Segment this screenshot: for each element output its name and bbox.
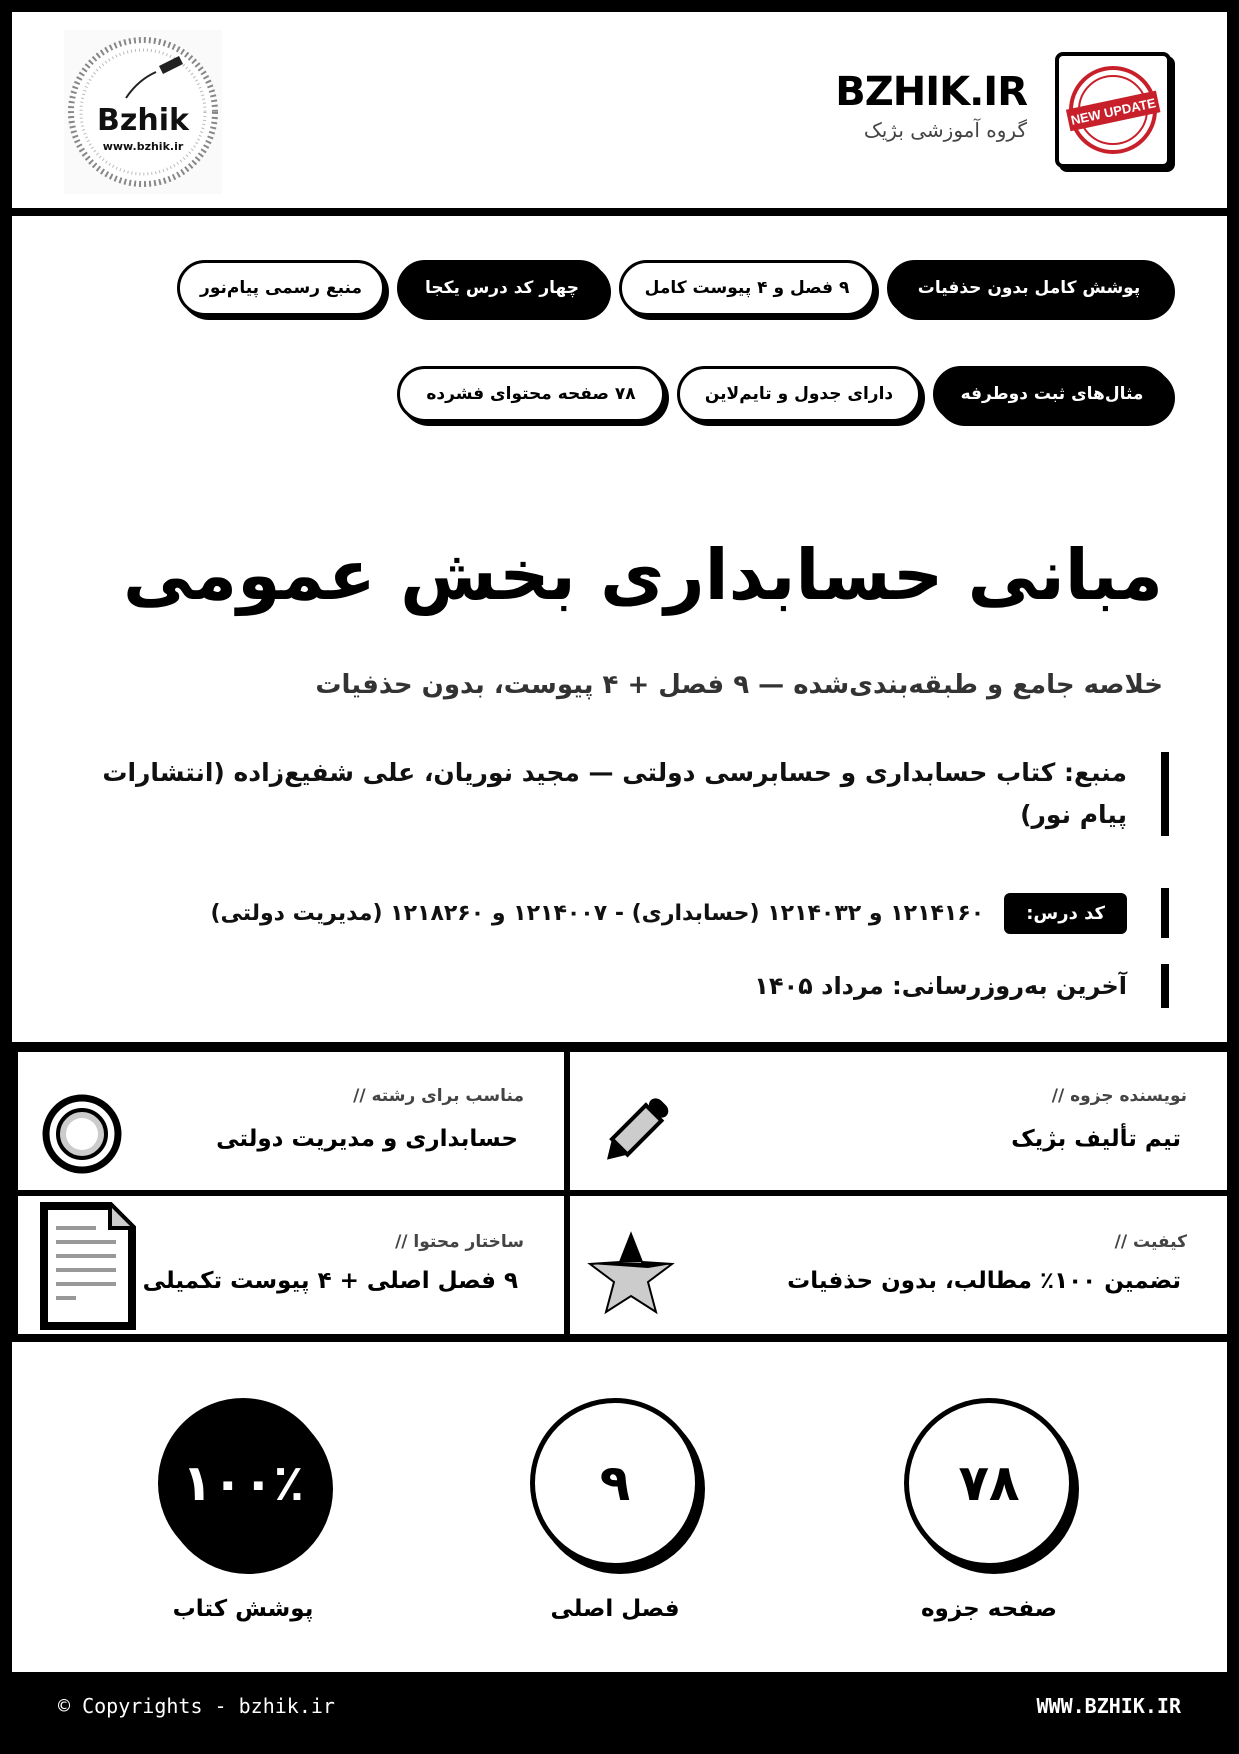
page: [12, 12, 1227, 1742]
source-info: منبع: کتاب حسابداری و حسابرسی دولتی — مجید نوریان، علی شفیع‌زاده (انتشارات پیام نور): [87, 752, 1169, 836]
logo-name: Bzhik: [97, 103, 189, 138]
feature-field: [18, 1052, 564, 1190]
course-code-row: [210, 888, 1169, 938]
tag-course-codes: چهار کد درس یکجا: [397, 260, 607, 316]
stat-coverage-circle: ۱۰۰٪: [158, 1398, 328, 1568]
tag-chapters: ۹ فصل و ۴ پیوست کامل: [619, 260, 875, 316]
stat-coverage: [153, 1398, 333, 1622]
pencil-icon: [594, 1090, 678, 1174]
brand-subtitle: گروه آموزشی بژیک: [863, 118, 1027, 142]
features-grid: [18, 1052, 1227, 1334]
stat-pages: [899, 1398, 1079, 1622]
stamp-icon: [1065, 62, 1161, 158]
tag-double-entry: مثال‌های ثبت دوطرفه: [933, 366, 1171, 422]
feature-author-value: تیم تألیف بژیک: [1011, 1126, 1181, 1152]
badge-text: NEW UPDATE: [1069, 95, 1158, 128]
feature-structure: [18, 1196, 564, 1334]
feature-quality-label: کیفیت //: [1114, 1232, 1187, 1252]
logo-url: www.bzhik.ir: [102, 140, 184, 153]
footer: [12, 1672, 1227, 1742]
stats-section: [12, 1342, 1227, 1672]
document-icon: [40, 1202, 136, 1330]
tag-official-source: منبع رسمی پیام‌نور: [177, 260, 385, 316]
page-title: مبانی حسابداری بخش عمومی: [122, 534, 1163, 616]
course-code-value: ۱۲۱۴۱۶۰ و ۱۲۱۴۰۳۲ (حسابداری) - ۱۲۱۴۰۰۷ و ۱۲۱۸۲۶۰ (مدیریت دولتی): [210, 900, 985, 926]
feature-field-value: حسابداری و مدیریت دولتی: [216, 1126, 518, 1152]
target-icon: [40, 1092, 124, 1176]
page-subtitle: خلاصه جامع و طبقه‌بندی‌شده — ۹ فصل + ۴ پیوست، بدون حذفیات: [315, 670, 1163, 700]
header: [12, 12, 1227, 208]
feature-author: [570, 1052, 1227, 1190]
feature-structure-label: ساختار محتوا //: [395, 1232, 524, 1252]
stat-pages-circle: ۷۸: [904, 1398, 1074, 1568]
tag-pages: ۷۸ صفحه محتوای فشرده: [397, 366, 665, 422]
stat-pages-label: صفحه جزوه: [920, 1596, 1058, 1622]
course-code-label: کد درس:: [1004, 893, 1127, 934]
star-icon: [586, 1230, 676, 1320]
stat-chapters: [525, 1398, 705, 1622]
feature-structure-value: ۹ فصل اصلی + ۴ پیوست تکمیلی: [142, 1268, 518, 1294]
bzhik-logo: [64, 30, 222, 194]
new-update-badge: [1055, 52, 1171, 168]
stat-chapters-label: فصل اصلی: [550, 1596, 680, 1622]
hero-section: [12, 216, 1227, 1042]
last-updated: آخرین به‌روزرسانی: مرداد ۱۴۰۵: [754, 964, 1169, 1008]
feature-quality-value: تضمین ۱۰۰٪ مطالب، بدون حذفیات: [787, 1268, 1181, 1294]
brand: [835, 69, 1027, 142]
brand-title[interactable]: BZHIK.IR: [835, 69, 1027, 115]
feature-quality: [570, 1196, 1227, 1334]
tag-full-coverage: پوشش کامل بدون حذفیات: [887, 260, 1171, 316]
footer-site-link[interactable]: WWW.BZHIK.IR: [1036, 1694, 1181, 1718]
stat-chapters-circle: ۹: [530, 1398, 700, 1568]
footer-copyright: © Copyrights - bzhik.ir: [58, 1694, 335, 1718]
tag-tables-timeline: دارای جدول و تایم‌لاین: [677, 366, 921, 422]
stat-coverage-label: پوشش کتاب: [172, 1596, 314, 1622]
feature-author-label: نویسنده جزوه //: [1051, 1086, 1187, 1106]
feature-field-label: مناسب برای رشته //: [353, 1086, 524, 1106]
